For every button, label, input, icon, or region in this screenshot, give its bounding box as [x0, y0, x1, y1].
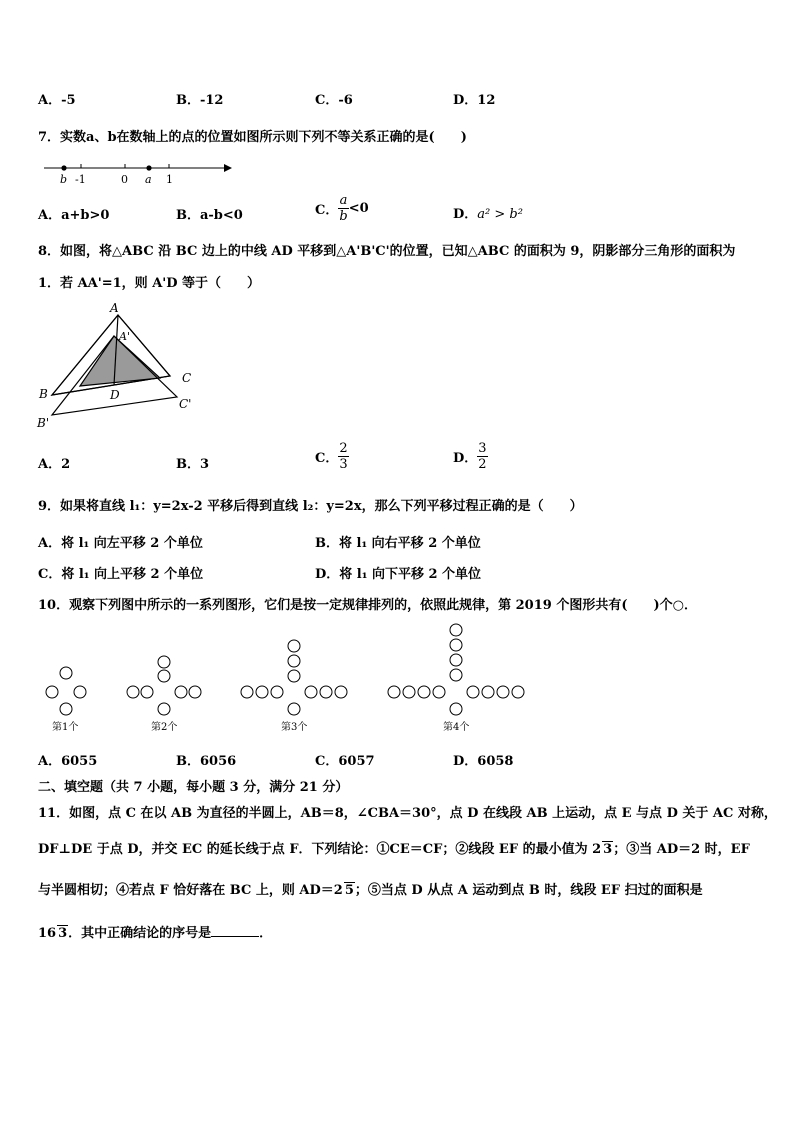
- axis-label-neg1: -1: [75, 173, 86, 186]
- q6-option-b: B．-12: [176, 93, 224, 108]
- q11-line2: DF⊥DE 于点 D，并交 EC 的延长线于点 F．下列结论：①CE＝CF；②线段 EF 的最小值为 2 3；③当 AD＝2 时，EF: [38, 842, 750, 857]
- caption-figure-2: 第2个: [151, 722, 178, 733]
- label-A-prime: A': [119, 330, 130, 343]
- label-A: A: [110, 301, 119, 315]
- q7-option-c: C． $\frac{a}{b}$ <0: [315, 193, 369, 224]
- point-a: [146, 165, 151, 170]
- answer-blank[interactable]: [211, 936, 259, 937]
- caption-figure-4: 第4个: [443, 722, 470, 733]
- q9-option-b: B．将 l₁ 向右平移 2 个单位: [315, 536, 481, 551]
- label-C-prime: C': [179, 397, 192, 411]
- q11-line3: 与半圆相切；④若点 F 恰好落在 BC 上，则 AD＝2 5；⑤当点 D 从点 A 运动到点 B 时，线段 EF 扫过的面积是: [38, 883, 703, 898]
- q10-option-c: C．6057: [315, 754, 375, 769]
- q8-option-d: D． $\frac{3}{2}$: [453, 441, 487, 472]
- q11-line4: 16 3．其中正确结论的序号是 ．: [38, 926, 273, 941]
- q8-stem-line2: 1．若 AA'=1，则 A'D 等于（ ）: [38, 276, 261, 291]
- axis-label-b: b: [60, 173, 68, 186]
- q8-option-c: C． $\frac{2}{3}$: [315, 441, 348, 472]
- caption-figure-1: 第1个: [52, 722, 79, 733]
- q6-option-d: D．12: [453, 93, 496, 108]
- q9-option-c: C．将 l₁ 向上平移 2 个单位: [38, 567, 204, 582]
- q7-option-a: A．a+b>0: [38, 208, 110, 223]
- label-C: C: [182, 371, 192, 385]
- q10-option-b: B．6056: [176, 754, 237, 769]
- q8-option-a: A．2: [38, 457, 71, 472]
- q6-option-c: C．-6: [315, 93, 353, 108]
- q10-stem: 10．观察下列图中所示的一系列图形，它们是按一定规律排列的，依照此规律，第 2019 个图形共有( )个○．: [38, 598, 697, 613]
- label-B: B: [39, 387, 48, 401]
- axis-label-1: 1: [166, 173, 173, 186]
- q8-triangle-figure: [34, 300, 204, 435]
- q7-number-line: [38, 156, 238, 188]
- q8-option-b: B．3: [176, 457, 210, 472]
- section2-title: 二、填空题（共 7 小题，每小题 3 分，满分 21 分）: [38, 780, 349, 795]
- q7-option-b: B．a-b<0: [176, 208, 243, 223]
- q8-stem-line1: 8．如图，将△ABC 沿 BC 边上的中线 AD 平移到△A'B'C'的位置，已知△ABC 的面积为 9，阴影部分三角形的面积为: [38, 244, 736, 259]
- q9-option-a: A．将 l₁ 向左平移 2 个单位: [38, 536, 203, 551]
- q7-option-d: D．a² > b²: [453, 207, 523, 222]
- q10-circle-patterns: [36, 620, 536, 738]
- axis-label-0: 0: [121, 173, 128, 186]
- shaded-triangle: [80, 336, 160, 386]
- q11-line1: 11．如图，点 C 在以 AB 为直径的半圆上，AB＝8，∠CBA＝30°，点 D 在线段 AB 上运动，点 E 与点 D 关于 AC 对称，: [38, 806, 777, 821]
- q10-option-d: D．6058: [453, 754, 514, 769]
- axis-label-a: a: [145, 173, 152, 186]
- label-D: D: [110, 388, 120, 402]
- q10-option-a: A．6055: [38, 754, 98, 769]
- q7-stem: 7．实数a、b在数轴上的点的位置如图所示则下列不等关系正确的是( ): [38, 130, 467, 145]
- point-b: [61, 165, 66, 170]
- q9-option-d: D．将 l₁ 向下平移 2 个单位: [315, 567, 482, 582]
- caption-figure-3: 第3个: [281, 722, 308, 733]
- q9-stem: 9．如果将直线 l₁：y=2x-2 平移后得到直线 l₂：y=2x，那么下列平移过程正确的是（ ）: [38, 499, 583, 514]
- q6-option-a: A．-5: [38, 93, 76, 108]
- label-B-prime: B': [37, 416, 50, 430]
